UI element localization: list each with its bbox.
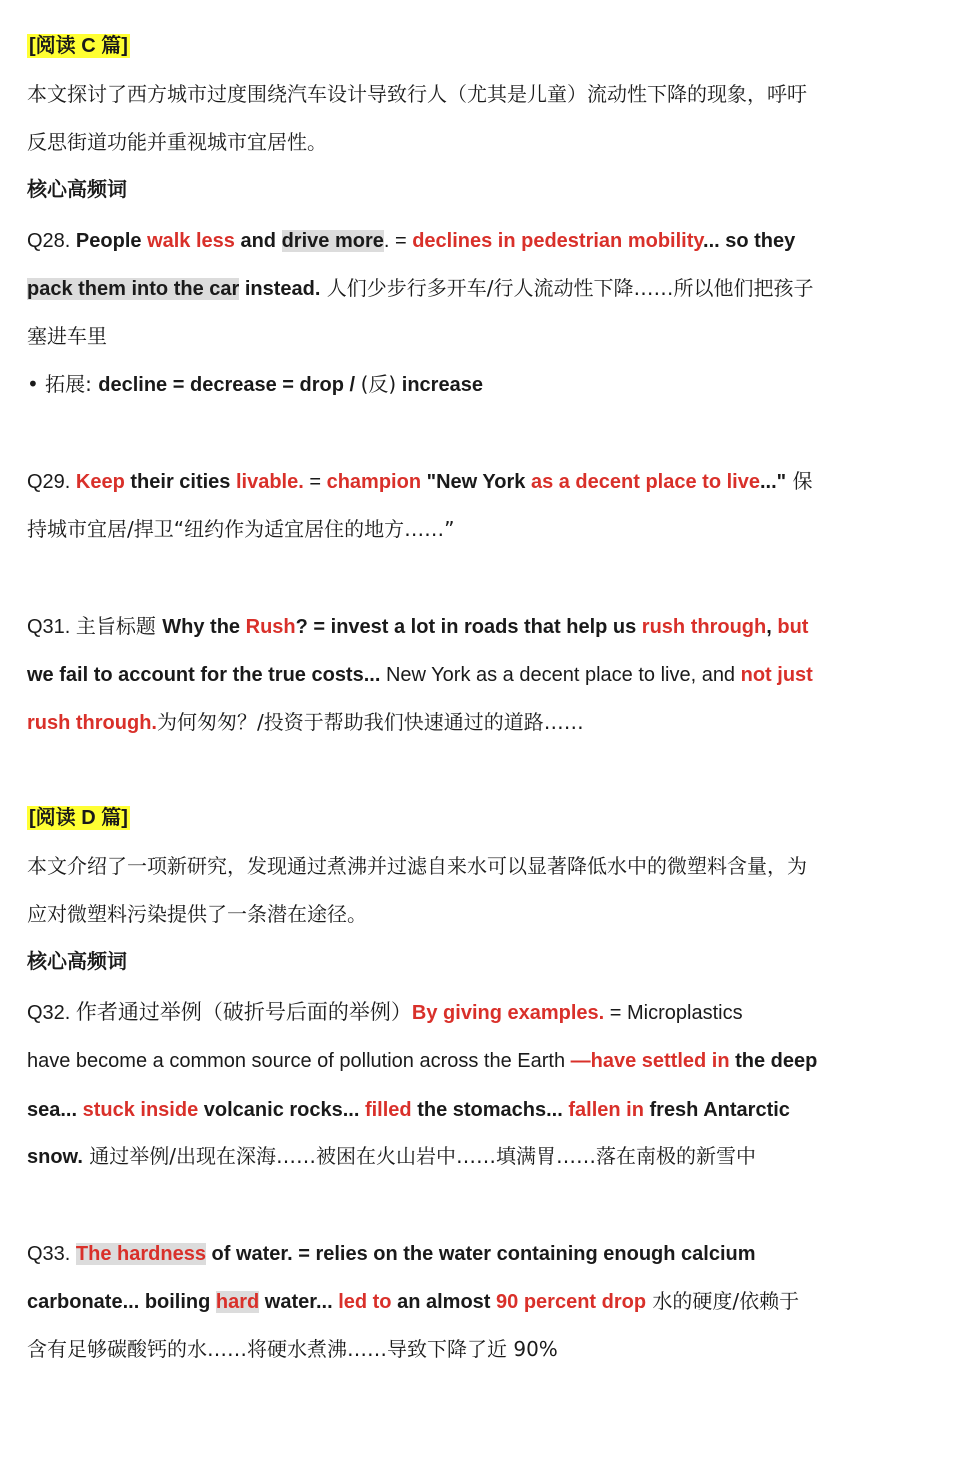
section-d-summary-line-1: 本文介绍了一项新研究，发现通过煮沸并过滤自来水可以显著降低水中的微塑料含量，为 bbox=[27, 854, 807, 878]
q32-translation: 通过举例/出现在深海……被困在火山岩中……填满胃……落在南极的新雪中 bbox=[82, 1144, 757, 1168]
q32-line-4 bbox=[27, 1141, 927, 1172]
q28-line-1 bbox=[27, 225, 927, 256]
q33-line-3: 含有足够碳酸钙的水……将硬水煮沸……导致下降了近 90% bbox=[27, 1337, 558, 1361]
q32-line-1 bbox=[27, 997, 927, 1028]
q28-highlight-pack-them: pack them into the car bbox=[27, 278, 240, 300]
q28-extension bbox=[27, 369, 927, 400]
q29-highlight-livable: livable. bbox=[235, 471, 304, 493]
q33-number: Q33. bbox=[27, 1243, 76, 1265]
q28-text: and bbox=[234, 230, 282, 252]
q32-text: = Microplastics bbox=[604, 1002, 743, 1024]
q32-line-2 bbox=[27, 1045, 927, 1076]
section-c-header-label: [阅读 C 篇] bbox=[29, 35, 128, 57]
q31-line-3 bbox=[27, 707, 927, 738]
q28-text: ... so they bbox=[703, 230, 796, 252]
bullet: • bbox=[27, 372, 46, 396]
section-c-summary-line-1: 本文探讨了西方城市过度围绕汽车设计导致行人（尤其是儿童）流动性下降的现象，呼吁 bbox=[27, 82, 807, 106]
q31-highlight-rush-through-2: rush through. bbox=[27, 712, 157, 734]
q31-text: New York as a decent place to live, and bbox=[380, 664, 741, 686]
q32-text: the stomachs... bbox=[411, 1099, 569, 1121]
q32-highlight-fallen-in: fallen in bbox=[568, 1099, 644, 1121]
q32-text: have become a common source of pollution across the Earth bbox=[27, 1050, 571, 1072]
q32-label: 作者通过举例（破折号后面的举例） bbox=[75, 1000, 412, 1024]
q33-text: an almost bbox=[391, 1291, 497, 1313]
q31-line-2 bbox=[27, 659, 927, 690]
q29-text: "New York bbox=[421, 471, 531, 493]
q29-highlight-decent-place: as a decent place to live bbox=[530, 471, 760, 493]
q32-text: fresh Antarctic bbox=[643, 1099, 790, 1121]
extension-antonym-marker: (反) bbox=[360, 372, 397, 396]
q33-highlight-hard: hard bbox=[215, 1291, 260, 1313]
q28-number: Q28. bbox=[27, 230, 76, 252]
q31-number: Q31. bbox=[27, 616, 76, 638]
q28-highlight-walk-less: walk less bbox=[147, 230, 235, 252]
extension-antonym: increase bbox=[396, 374, 483, 396]
q31-highlight-rush: Rush bbox=[245, 616, 296, 638]
q32-highlight-stuck-inside: stuck inside bbox=[82, 1099, 199, 1121]
q29-number: Q29. bbox=[27, 471, 76, 493]
q29-translation: 保 bbox=[786, 469, 813, 493]
q31-label: 主旨标题 bbox=[75, 614, 163, 638]
q29-line-1 bbox=[27, 466, 927, 497]
q32-highlight-settled-in: —have settled in bbox=[570, 1050, 730, 1072]
section-c-vocab-heading: 核心高频词 bbox=[27, 179, 127, 201]
q28-line-3: 塞进车里 bbox=[27, 324, 107, 348]
section-d-header bbox=[27, 803, 927, 833]
q28-text: instead. bbox=[239, 278, 321, 300]
q32-highlight-by-giving-examples: By giving examples. bbox=[411, 1002, 605, 1024]
q32-text: sea... bbox=[27, 1099, 83, 1121]
q28-line-2 bbox=[27, 273, 927, 304]
q29-text: = bbox=[303, 471, 327, 493]
q29-highlight-keep: Keep bbox=[75, 471, 125, 493]
q33-highlight-90-percent: 90 percent drop bbox=[496, 1291, 647, 1313]
q32-number: Q32. bbox=[27, 1002, 76, 1024]
q31-highlight-not-just: not just bbox=[740, 664, 813, 686]
q32-line-3 bbox=[27, 1094, 927, 1125]
q29-text: their cities bbox=[124, 471, 236, 493]
q33-translation: 水的硬度/依赖于 bbox=[646, 1289, 800, 1313]
q33-text: of water. = relies on the water containing enough calcium bbox=[205, 1243, 756, 1265]
q28-text: . = bbox=[383, 230, 413, 252]
q31-highlight-but: but bbox=[777, 616, 809, 638]
q31-text: , bbox=[766, 616, 778, 638]
q29-highlight-champion: champion bbox=[326, 471, 422, 493]
q31-text: we fail to account for the true costs... bbox=[27, 664, 381, 686]
extension-synonyms: decline = decrease = drop / bbox=[98, 374, 361, 396]
section-d-vocab-heading: 核心高频词 bbox=[27, 951, 127, 973]
q31-line-1 bbox=[27, 611, 927, 642]
q33-text: water... bbox=[259, 1291, 339, 1313]
q28-highlight-drive-more: drive more bbox=[281, 230, 384, 252]
q28-highlight-declines: declines in pedestrian mobility bbox=[412, 230, 704, 252]
q28-translation: 人们少步行多开车/行人流动性下降……所以他们把孩子 bbox=[320, 276, 814, 300]
q28-text: People bbox=[75, 230, 148, 252]
q32-text: the deep bbox=[729, 1050, 818, 1072]
q31-text: Why the bbox=[162, 616, 246, 638]
q33-line-2 bbox=[27, 1286, 927, 1317]
q33-text: carbonate... boiling bbox=[27, 1291, 216, 1313]
q32-text: volcanic rocks... bbox=[198, 1099, 365, 1121]
q31-translation: 为何匆匆？/投资于帮助我们快速通过的道路…… bbox=[156, 710, 584, 734]
q33-highlight-led-to: led to bbox=[338, 1291, 392, 1313]
q31-highlight-rush-through: rush through bbox=[641, 616, 767, 638]
q29-text: ..." bbox=[759, 471, 787, 493]
q32-highlight-filled: filled bbox=[364, 1099, 412, 1121]
q32-text: snow. bbox=[27, 1146, 83, 1168]
extension-label: 拓展: bbox=[45, 372, 99, 396]
section-c-summary-line-2: 反思街道功能并重视城市宜居性。 bbox=[27, 130, 327, 154]
section-c-header bbox=[27, 31, 927, 61]
q31-text: ? = invest a lot in roads that help us bbox=[295, 616, 642, 638]
q33-line-1 bbox=[27, 1238, 927, 1269]
section-d-summary-line-2: 应对微塑料污染提供了一条潜在途径。 bbox=[27, 902, 367, 926]
q29-line-2: 持城市宜居/捍卫“纽约作为适宜居住的地方……” bbox=[27, 517, 455, 541]
section-d-header-label: [阅读 D 篇] bbox=[29, 807, 128, 829]
q33-highlight-hardness: The hardness bbox=[75, 1243, 206, 1265]
